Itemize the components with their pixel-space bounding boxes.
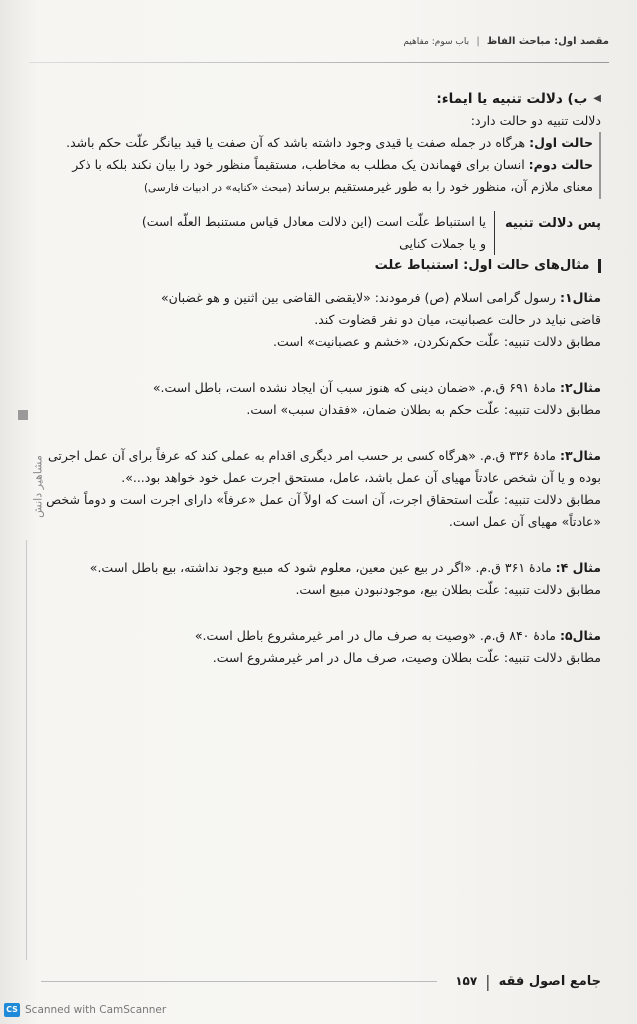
case-one-label: حالت اول: <box>529 135 593 150</box>
example-1-text: رسول گرامی اسلام (ص) فرمودند: «لایقضی القاضی بین اثنین و هو غضبان» <box>161 290 556 305</box>
running-header <box>403 36 609 47</box>
triangle-bullet-icon: ◀ <box>593 93 601 104</box>
summary-head: پس دلالت تنبیه <box>505 216 601 231</box>
examples-heading-text: مثال‌های حالت اول: استنباط علت <box>374 258 590 273</box>
example-1-line-2: قاضی نباید در حالت عصبانیت، میان دو نفر قضاوت کند. <box>314 312 601 327</box>
header-separator: | <box>476 36 480 47</box>
case-one-text: هرگاه در جمله صفت یا قیدی وجود داشته باشد که آن صفت یا قید بیانگر علّت حکم باشد. <box>66 135 526 150</box>
case-two-label: حالت دوم: <box>528 157 593 172</box>
example-4-line-1 <box>46 557 601 579</box>
page-content <box>46 88 601 669</box>
example-2-text: مادۀ ۶۹۱ ق.م. «ضمان دینی که هنوز سبب آن ایجاد نشده است، باطل است.» <box>152 380 556 395</box>
side-rule <box>26 540 27 960</box>
scanner-watermark <box>4 1003 166 1017</box>
example-2-label: مثال۲: <box>559 380 601 395</box>
example-4-line-2: مطابق دلالت تنبیه: علّت بطلان بیع، موجودنبودن مبیع است. <box>295 582 601 597</box>
example-1-label: مثال۱: <box>559 290 601 305</box>
example-3-text: مادۀ ۳۳۶ ق.م. «هرگاه کسی بر حسب امر دیگری اقدام به عملی کند که عرفاً برای آن عمل اجرتی بوده و یا آن شخص عادتاً مهیای آن عمل باشد، عامل، مستحق اجرت عمل خود خواهد بود...». <box>47 448 601 485</box>
heading-bar-icon <box>598 259 601 273</box>
intro-text: دلالت تنبیه دو حالت دارد: <box>470 113 601 128</box>
page-footer <box>41 966 601 996</box>
example-2-line-2: مطابق دلالت تنبیه: علّت حکم به بطلان ضمان، «فقدان سبب» است. <box>246 402 601 417</box>
example-4-text: مادۀ ۳۶۱ ق.م. «اگر در بیع عین معین، معلوم شود که مبیع وجود نداشته، بیع باطل است.» <box>89 560 552 575</box>
camscanner-logo-icon: CS <box>4 1003 20 1017</box>
header-rule <box>29 62 609 63</box>
case-one <box>46 132 601 154</box>
example-1-line-1 <box>46 287 601 309</box>
case-two <box>46 154 601 199</box>
section-heading-text: ب) دلالت تنبیه یا ایماء: <box>436 91 588 107</box>
example-3 <box>46 445 601 533</box>
footer-book-title: جامع اصول فقه <box>498 973 601 989</box>
example-2-line-1 <box>46 377 601 399</box>
example-3-line-1 <box>46 445 601 489</box>
example-5-line-2: مطابق دلالت تنبیه: علّت بطلان وصیت، صرف مال در امر غیرمشروع است. <box>212 650 601 665</box>
side-tab-label: مشاهیر دانش <box>31 455 45 518</box>
footer-rule <box>41 981 437 982</box>
header-chapter: مقصد اول: مباحث الفاظ <box>486 36 609 47</box>
scanner-text: Scanned with CamScanner <box>25 1004 167 1016</box>
header-section: باب سوم: مفاهیم <box>403 37 470 47</box>
example-4 <box>46 557 601 601</box>
summary-brace <box>142 211 495 255</box>
footer-separator: | <box>485 971 491 991</box>
example-3-label: مثال۳: <box>559 448 601 463</box>
section-heading <box>46 88 601 110</box>
example-5-line-1 <box>46 625 601 647</box>
example-4-label: مثال ۴: <box>555 560 601 575</box>
example-5-text: مادۀ ۸۴۰ ق.م. «وصیت به صرف مال در امر غیرمشروع باطل است.» <box>194 628 556 643</box>
summary-block <box>46 211 601 255</box>
summary-line-two: و یا جملات کنایی <box>399 236 486 251</box>
example-1 <box>46 287 601 353</box>
example-5-label: مثال۵: <box>559 628 601 643</box>
summary-line-one: یا استنباط علّت است (این دلالت معادل قیاس مستنبط العلّه است) <box>141 214 486 229</box>
example-5 <box>46 625 601 669</box>
side-tab-marker <box>18 410 28 420</box>
case-two-text: انسان برای فهماندن یک مطلب به مخاطب، مستقیماً منظور خود را بیان نکند بلکه با ذکر معنای ملازم آن، منظور خود را به طور غیرمستقیم برساند <box>72 157 593 194</box>
side-tab <box>18 410 45 550</box>
page-number: ۱۵۷ <box>455 974 478 988</box>
case-two-tail: (مبحث «کنایه» در ادبیات فارسی) <box>143 182 292 194</box>
example-2 <box>46 377 601 421</box>
example-1-line-3: مطابق دلالت تنبیه: علّت حکم‌نکردن، «خشم و عصبانیت» است. <box>273 334 601 349</box>
examples-heading <box>46 255 601 277</box>
example-3-line-2: مطابق دلالت تنبیه: علّت استحقاق اجرت، آن است که اولاً آن عمل «عرفاً» دارای اجرت است و دوماً شخص «عادتاً» مهیای آن عمل است. <box>46 492 601 529</box>
